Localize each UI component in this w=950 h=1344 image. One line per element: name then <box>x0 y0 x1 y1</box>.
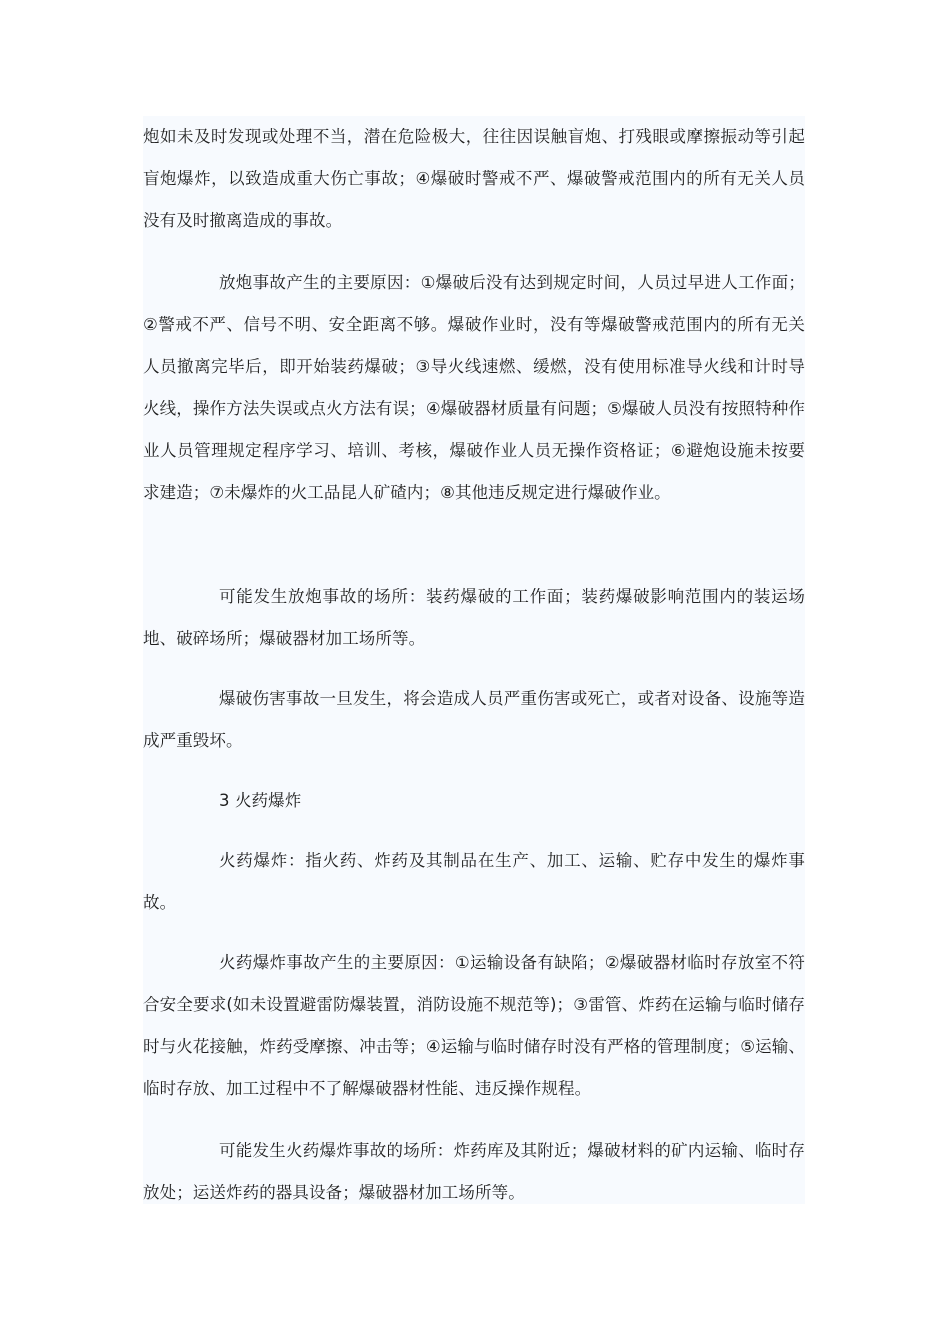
paragraph-blasting-consequences: 爆破伤害事故一旦发生，将会造成人员严重伤害或死亡，或者对设备、设施等造成严重毁坏。 <box>143 689 805 750</box>
paragraph-blasting-causes: 放炮事故产生的主要原因：①爆破后没有达到规定时间，人员过早进人工作面；②警戒不严、信号不明、安全距离不够。爆破作业时，没有等爆破警戒范围内的所有无关人员撤离完毕后，即开始装药爆破；③导火线速燃、缓燃，没有使用标准导火线和计时导火线，操作方法失误或点火方法有误；④爆破器材质量有问题；⑤爆破人员没有按照特种作业人员管理规定程序学习、培训、考核，爆破作业人员无操作资格证；⑥避炮设施未按要求建造；⑦未爆炸的火工品昆人矿碴内；⑧其他违反规定进行爆破作业。 <box>143 273 805 502</box>
paragraph-explosive-locations: 可能发生火药爆炸事故的场所：炸药库及其附近；爆破材料的矿内运输、临时存放处；运送炸药的器具设备；爆破器材加工场所等。 <box>143 1141 805 1202</box>
paragraph-blasting-locations: 可能发生放炮事故的场所：装药爆破的工作面；装药爆破影响范围内的装运场地、破碎场所；爆破器材加工场所等。 <box>143 587 805 648</box>
paragraph-explosive-definition: 火药爆炸：指火药、炸药及其制品在生产、加工、运输、贮存中发生的爆炸事故。 <box>143 851 805 912</box>
section-heading-explosive: 3 火药爆炸 <box>219 791 302 810</box>
document-body <box>143 116 805 1204</box>
paragraph-explosive-causes: 火药爆炸事故产生的主要原因：①运输设备有缺陷；②爆破器材临时存放室不符合安全要求(如未设置避雷防爆装置，消防设施不规范等)；③雷管、炸药在运输与临时储存时与火花接触，炸药受摩擦、冲击等；④运输与临时储存时没有严格的管理制度；⑤运输、临时存放、加工过程中不了解爆破器材性能、违反操作规程。 <box>143 953 805 1098</box>
paragraph-continuation: 炮如未及时发现或处理不当，潜在危险极大，往往因误触盲炮、打残眼或摩擦振动等引起盲炮爆炸，以致造成重大伤亡事故；④爆破时警戒不严、爆破警戒范围内的所有无关人员没有及时撤离造成的事故。 <box>143 127 805 230</box>
